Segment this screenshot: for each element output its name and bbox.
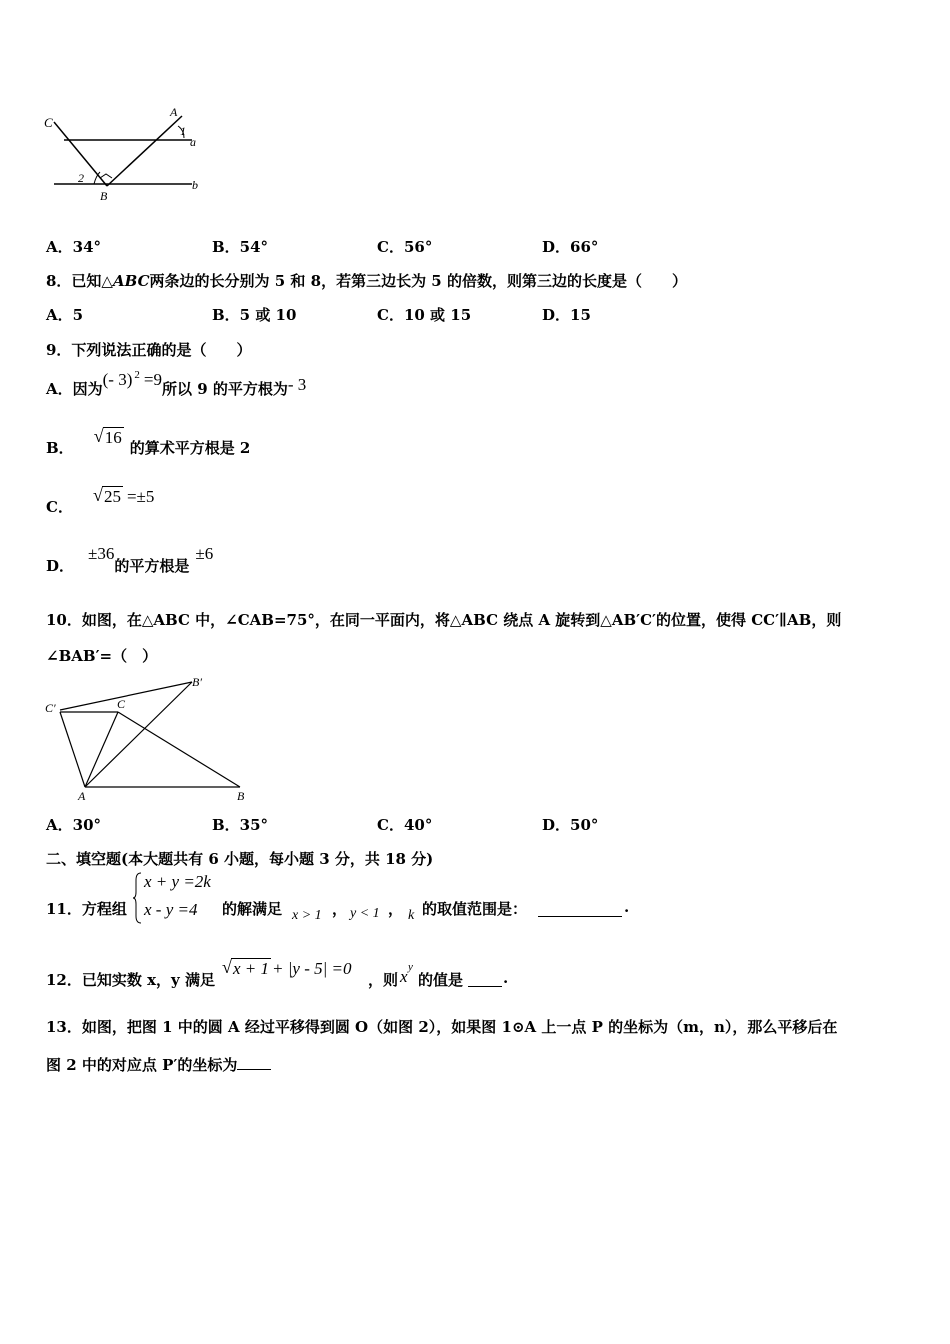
label-A: A — [78, 789, 86, 803]
q12-abs: + |y - 5| =0 — [272, 959, 352, 978]
q8-prefix: 8．已知△ — [46, 272, 113, 290]
q10-stem-line1: 10．如图，在△ABC 中，∠CAB=75°，在同一平面内，将△ABC 绕点 A 旋转到△AB′C′的位置，使得 CC′∥AB，则 — [46, 611, 842, 629]
label-1: 1 — [180, 124, 186, 138]
q11 — [46, 870, 926, 926]
q8-stem — [46, 270, 687, 291]
q9-option-c — [46, 485, 155, 517]
q10-option-d: D．50° — [542, 816, 599, 834]
q9-a-label: A．因为 — [46, 380, 103, 398]
q12-end: . — [503, 969, 509, 987]
label-A: A — [170, 105, 178, 119]
segment-c-b — [118, 712, 240, 787]
section-title: 二、填空题(本大题共有 6 小题，每小题 3 分，共 18 分) — [46, 850, 434, 868]
q8-option-c: C．10 或 15 — [377, 306, 472, 324]
q11-prefix: 11．方程组 — [46, 900, 127, 918]
q11-end: . — [624, 898, 630, 916]
q7-option-b: B．54° — [212, 238, 269, 256]
q9-d-math2: ±6 — [195, 544, 214, 563]
q13-line2-text: 图 2 中的对应点 P′的坐标为 — [46, 1056, 238, 1074]
figure-parallel-lines — [40, 100, 210, 205]
q11-comma1: ， — [332, 900, 348, 918]
q11-eq2: x - y =4 — [144, 900, 198, 919]
q11-suffix: 的取值范围是： — [422, 900, 528, 918]
q9-d-label: D． — [46, 557, 75, 575]
q12-xy-base: x — [400, 967, 408, 986]
q11-mid: 的解满足 — [222, 900, 283, 918]
q12-mid: ，则 — [368, 971, 399, 989]
q7-option-c: C．56° — [377, 238, 433, 256]
q9-c-rad: 25 — [103, 487, 121, 506]
label-C: C — [117, 697, 126, 711]
q9-a-exp: 2 — [134, 369, 140, 381]
q11-cond2: y < 1 — [350, 906, 380, 921]
q11-answer-blank[interactable] — [538, 902, 622, 917]
figure-rotated-triangle — [40, 672, 255, 807]
q9-a-math3: - 3 — [287, 375, 307, 394]
q9-b-sqrt: √ 16 — [93, 426, 122, 447]
q12-sqrt: √ x + 1 — [222, 957, 270, 978]
q10-option-c: C．40° — [377, 816, 433, 834]
q11-brace — [132, 872, 142, 924]
label-B: B — [100, 189, 108, 203]
q13-stem-line2 — [46, 1054, 271, 1075]
label-a: a — [190, 135, 196, 149]
segment-cp-bp — [60, 682, 192, 710]
q11-k: k — [408, 908, 415, 923]
q12 — [46, 955, 926, 995]
q9-c-math: =±5 — [126, 487, 155, 506]
label-Cp: C′ — [45, 701, 56, 715]
segment-a-bp — [85, 682, 192, 787]
q12-xy-exp: y — [408, 961, 413, 973]
label-B: B — [237, 789, 245, 803]
q12-rad: x + 1 — [233, 959, 270, 978]
line-ba — [107, 116, 182, 186]
q9-d-math: ±36 — [88, 544, 115, 563]
q8-abc: ABC — [112, 272, 150, 290]
segment-c-a — [85, 712, 118, 787]
q8-option-b: B．5 或 10 — [212, 306, 297, 324]
q9-d-text: 的平方根是 — [114, 557, 190, 575]
right-angle-mark — [100, 174, 112, 178]
label-b: b — [192, 178, 198, 192]
q8-option-d: D．15 — [542, 306, 591, 324]
q7-option-d: D．66° — [542, 238, 599, 256]
q11-eq1: x + y =2k — [144, 872, 211, 891]
q9-a-mid: 所以 9 的平方根为 — [161, 380, 288, 398]
label-Bp: B′ — [192, 675, 202, 689]
q11-cond1: x > 1 — [292, 908, 322, 923]
q9-option-a — [46, 369, 307, 399]
q12-suffix: 的值是 — [418, 971, 464, 989]
label-2: 2 — [78, 171, 84, 185]
label-C: C — [44, 115, 53, 130]
q9-a-math2: =9 — [143, 370, 162, 389]
q13-stem-line1: 13．如图，把图 1 中的圆 A 经过平移得到圆 O（如图 2），如果图 1⊙A 上一点 P 的坐标为（m，n），那么平移后在 — [46, 1018, 838, 1036]
q8-suffix: 两条边的长分别为 5 和 8，若第三边长为 5 的倍数，则第三边的长度是（ ） — [149, 272, 687, 290]
q8-option-a: A．5 — [46, 306, 84, 324]
q10-option-a: A．30° — [46, 816, 102, 834]
q9-option-b — [46, 426, 251, 458]
q9-c-sqrt: √ 25 — [92, 485, 121, 506]
q9-option-d — [46, 544, 214, 576]
q7-option-a: A．34° — [46, 238, 102, 256]
q10-stem-line2: ∠BAB′=（ ） — [46, 647, 158, 665]
segment-cp-a — [60, 712, 85, 787]
q11-comma2: ， — [388, 900, 404, 918]
q9-b-label: B． — [46, 439, 74, 457]
q12-answer-blank[interactable] — [468, 972, 502, 987]
q13-answer-blank[interactable] — [237, 1055, 271, 1070]
q9-b-text: 的算术平方根是 2 — [129, 439, 251, 457]
q9-stem: 9．下列说法正确的是（ ） — [46, 341, 252, 359]
q9-a-math1: (- 3) — [102, 370, 133, 389]
q12-prefix: 12．已知实数 x，y 满足 — [46, 971, 215, 989]
q10-option-b: B．35° — [212, 816, 269, 834]
q9-b-rad: 16 — [104, 428, 122, 447]
q9-c-label: C． — [46, 498, 73, 516]
